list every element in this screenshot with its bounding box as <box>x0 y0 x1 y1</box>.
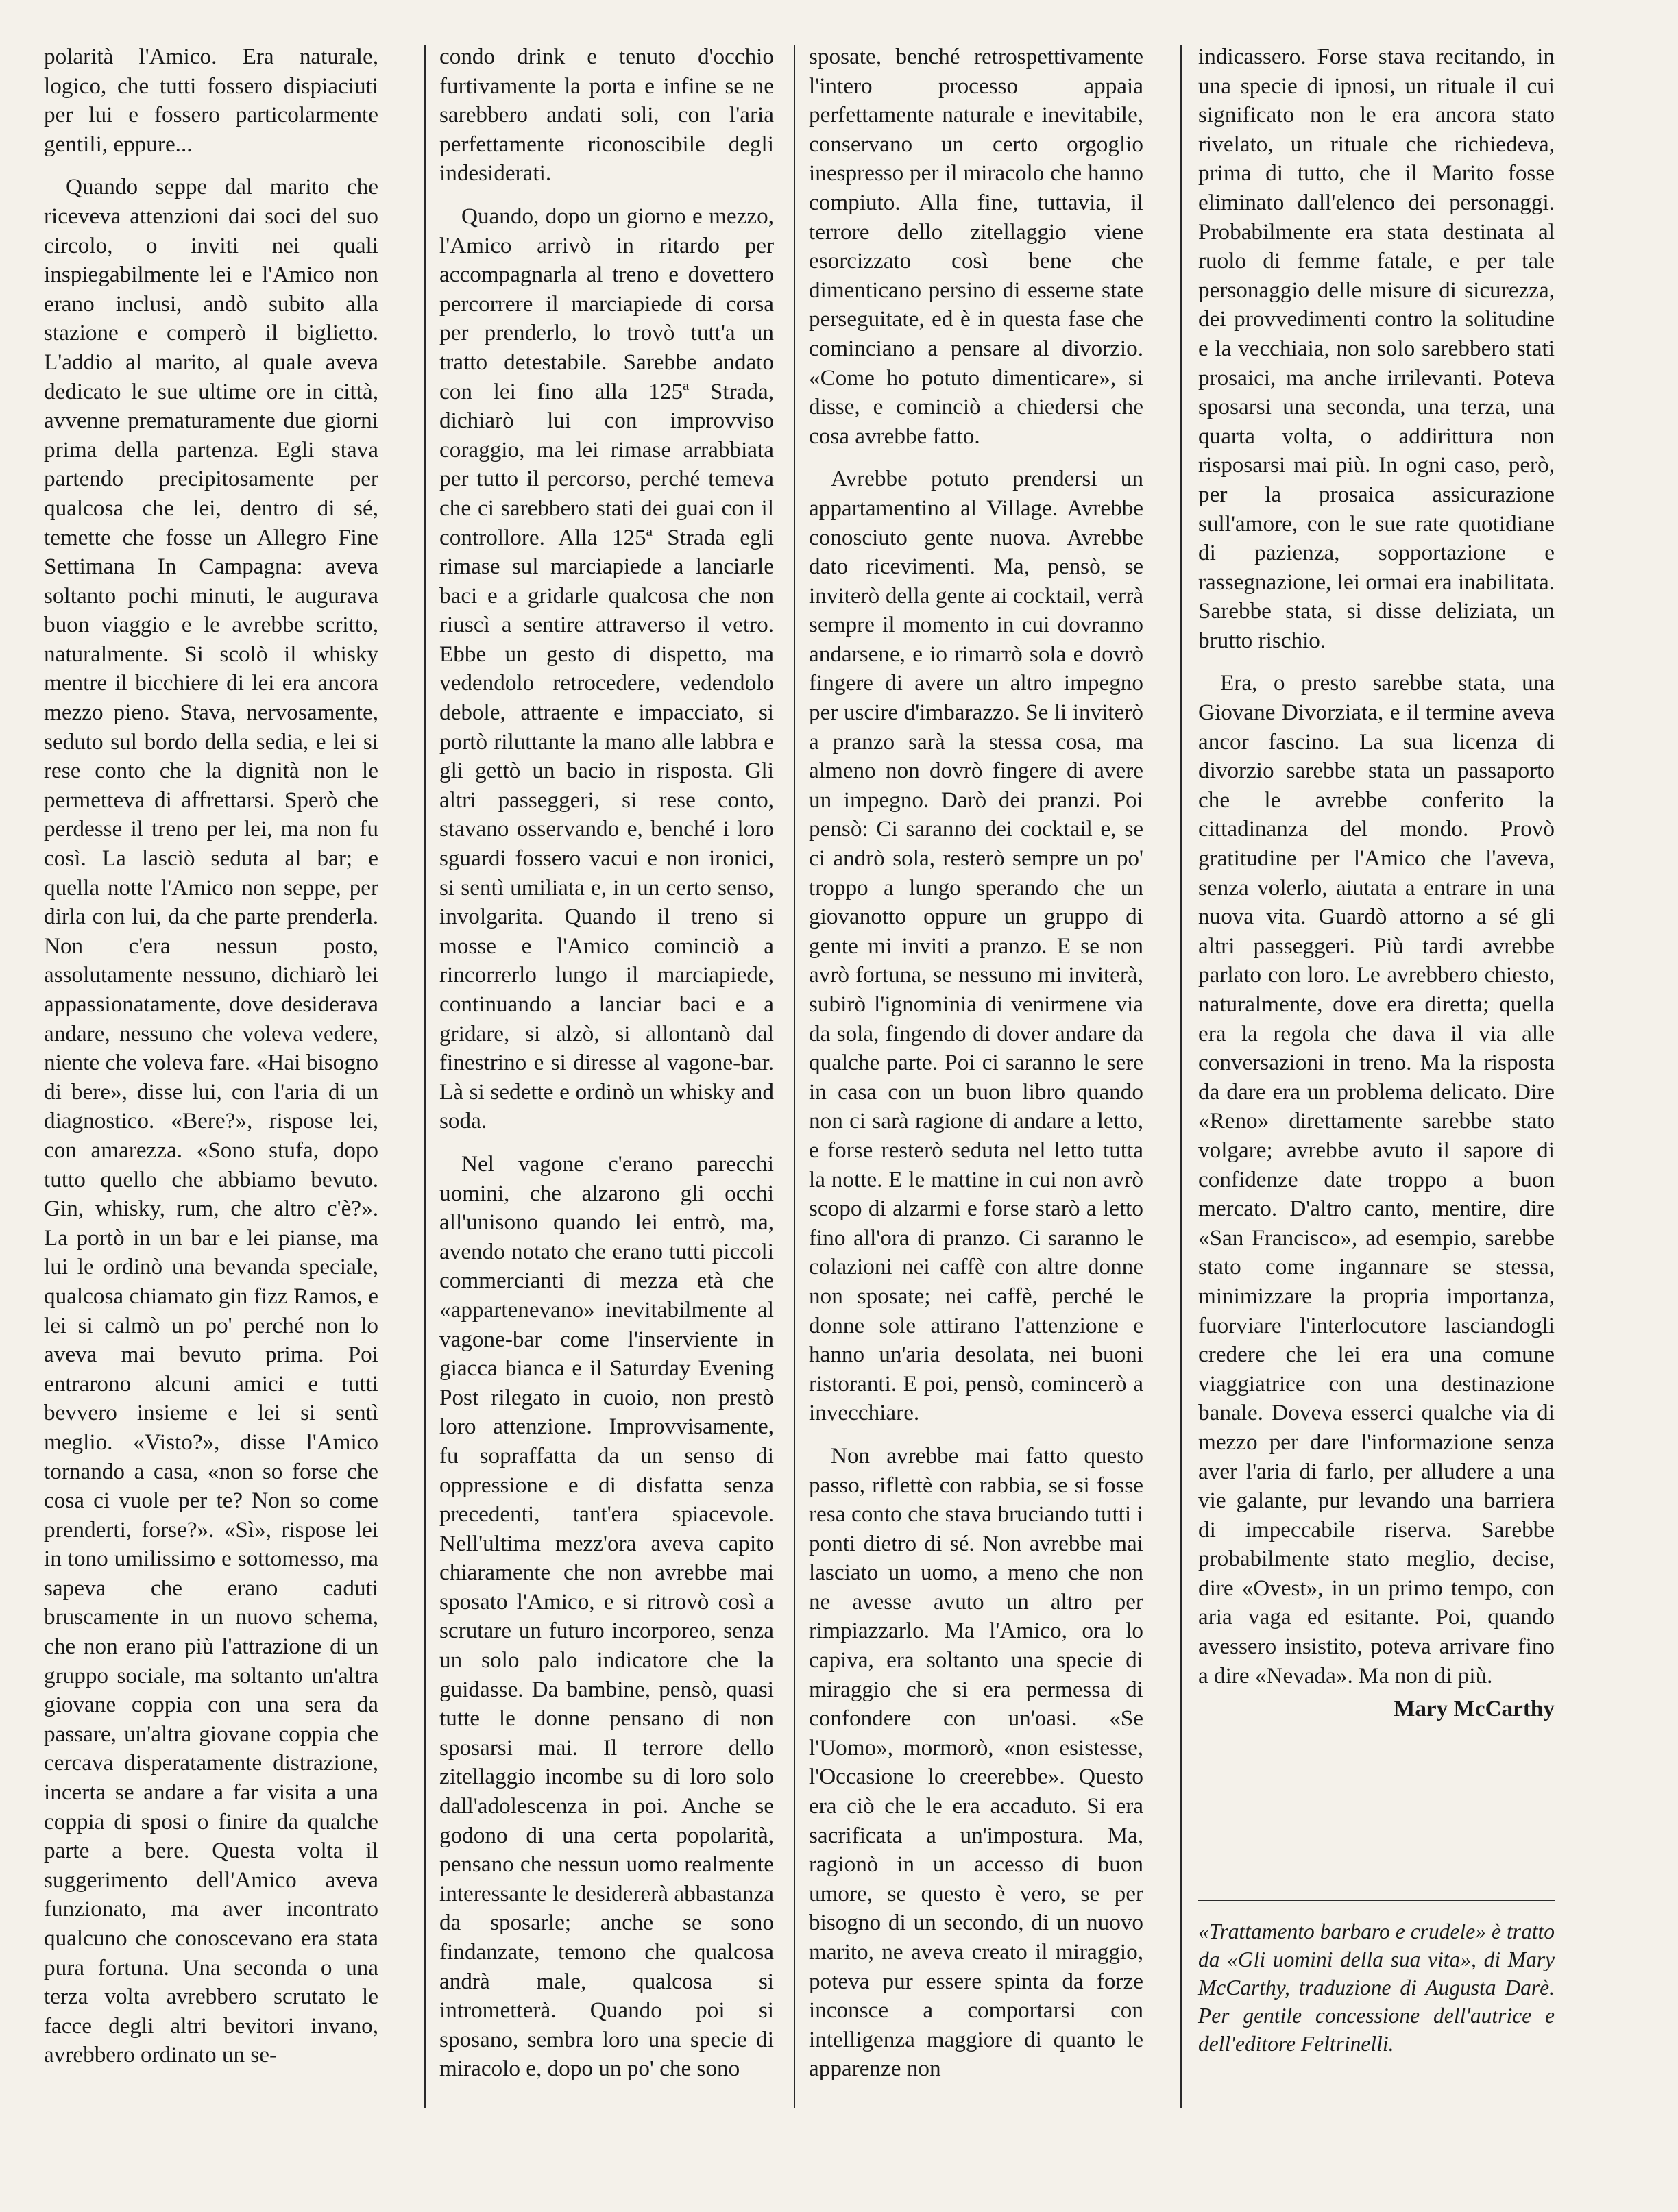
paragraph: Avrebbe potuto prendersi un appartamentino al Village. Avrebbe conosciuto gente nuova. Avrebbe dato ricevimenti. Ma, pensò, se inviterò della gente ai cocktail, verrà sempre il momento in cui dovranno andarsene, e io rimarrò sola e dovrò fingere di avere un altro impegno per uscire d'imbarazzo. Se li inviterò a pranzo sarà la stessa cosa, ma almeno non dovrò fingere di avere un impegno. Darò dei pranzi. Poi pensò: Ci saranno dei cocktail e, se ci andrò sola, resterò sempre un po' troppo a lungo sperando che un giovanotto oppure un gruppo di gente mi inviti a pranzo. E se non avrò fortuna, se nessuno mi inviterà, subirò l'ignominia di venirmene via da sola, fingendo di dover andare da qualche parte. Poi ci saranno le sere in casa con un buon libro quando non ci sarà ragione di andare a letto, e forse resterò seduta nel letto tutta la notte. E le mattine in cui non avrò scopo di alzarmi e forse starò a letto fino all'ora di pranzo. Ci saranno le colazioni nei caffè con altre donne non sposate; nei caffè, perché le donne sole attirano l'attenzione e hanno un'aria desolata, nei buoni ristoranti. E poi, pensò, comincerò a invecchiare. <box>809 466 1143 1426</box>
paragraph: Non avrebbe mai fatto questo passo, riflettè con rabbia, se si fosse resa conto che stava bruciando tutti i ponti dietro di sé. Non avrebbe mai lasciato un uomo, a meno che non ne avesse avuto un altro per rimpiazzarlo. Ma l'Amico, ora lo capiva, era soltanto una specie di miraggio che si era permessa di confondere con un'oasi. «Se l'Uomo», mormorò, «non esistesse, l'Occasione lo creerebbe». Questo era ciò che le era accaduto. Si era sacrificata a un'impostura. Ma, ragionò in un accesso di buon umore, se questo è vero, se per bisogno di un secondo, di un nuovo marito, ne aveva creato il miraggio, poteva pur essere spinta da forze inconsce a comportarsi con intelligenza maggiore di quanto le apparenze non <box>809 1442 1143 2082</box>
paragraph: indicassero. Forse stava recitando, in una specie di ipnosi, un rituale il cui significato non le era ancora stato rivelato, un rituale che richiedeva, prima di tutto, che il Marito fosse eliminato dall'elenco dei personaggi. Probabilmente era stata destinata al ruolo di femme fatale, e per tale personaggio delle misure di sicurezza, dei provvedimenti contro la solitudine e la vecchiaia, non solo sarebbero stati prosaici, ma anche irrilevanti. Poteva sposarsi una seconda, una terza, una quarta volta, o addirittura non risposarsi mai più. In ogni caso, però, per la prosaica assicurazione sull'amore, con le sue rate quotidiane di pazienza, sopportazione e rassegnazione, lei ormai era inabilitata. Sarebbe stata, si disse deliziata, un brutto rischio. <box>1198 44 1555 653</box>
column-rule <box>794 45 795 2108</box>
paragraph: Quando, dopo un giorno e mezzo, l'Amico arrivò in ritardo per accompagnarla al treno e dovettero percorrere il marciapiede di corsa per prenderlo, lo trovò tutt'a un tratto detestabile. Sarebbe andato con lei fino alla 125ª Strada, dichiarò lui con improvviso coraggio, ma lei rimase arrabbiata per tutto il percorso, perché temeva che ci sarebbero stati dei guai con il controllore. Alla 125ª Strada egli rimase sul marciapiede a lanciarle baci e a gridarle qualcosa che non riuscì a sentire attraverso il vetro. Ebbe un gesto di dispetto, ma vedendolo retrocedere, vedendolo debole, attraente e impacciato, si portò riluttante la mano alle labbra e gli gettò un bacio in risposta. Gli altri passeggeri, si rese conto, stavano osservando e, benché i loro sguardi fossero vacui e non ironici, si sentì umiliata e, in un certo senso, involgarita. Quando il treno si mosse e l'Amico cominciò a rincorrerlo lungo il marciapiede, continuando a lanciar baci e a gridare, si alzò, si allontanò dal finestrino e si diresse al vagone-bar. Là si sedette e ordinò un whisky and soda. <box>439 203 774 1134</box>
text-column-1 <box>44 42 378 2070</box>
paragraph: Nel vagone c'erano parecchi uomini, che alzarono gli occhi all'unisono quando lei entrò, ma, avendo notato che erano tutti piccoli commercianti di mezza età che «appartenevano» inevitabilmente al vagone-bar come l'inserviente in giacca bianca e il Saturday Evening Post rilegato in cuoio, non prestò loro attenzione. Improvvisamente, fu sopraffatta da un senso di oppressione e di disfatta senza precedenti, tant'era spiacevole. Nell'ultima mezz'ora aveva capito chiaramente che non avrebbe mai sposato l'Amico, e si ritrovò così a scrutare un futuro incorporeo, senza un solo palo indicatore che la guidasse. Da bambine, pensò, quasi tutte le donne pensano di non sposarsi mai. Il terrore dello zitellaggio incombe su di loro solo dall'adolescenza in poi. Anche se godono di una certa popolarità, pensano che nessun uomo realmente interessante le desidererà abbastanza da sposarle; anche se sono findanzate, temono che qualcosa andrà male, qualcosa si intrometterà. Quando poi si sposano, sembra loro una specie di miracolo e, dopo un po' che sono <box>439 1151 774 2082</box>
column-rule <box>424 45 426 2108</box>
text-column-2 <box>439 42 774 2084</box>
text-column-3 <box>809 42 1143 2084</box>
paragraph: Era, o presto sarebbe stata, una Giovane Divorziata, e il termine aveva ancor fascino. La sua licenza di divorzio sarebbe stata un passaporto che le avrebbe conferito la cittadinanza del mondo. Provò gratitudine per l'Amico che l'aveva, senza volerlo, aiutata a entrare in una nuova vita. Guardò attorno a sé gli altri passeggeri. Più tardi avrebbe parlato con loro. Le avrebbero chiesto, naturalmente, dove era diretta; quella era la regola che dava il via alle conversazioni in treno. Ma la risposta da dare era un problema delicato. Dire «Reno» direttamente sarebbe stato volgare; avrebbe avuto il sapore di confidenze date troppo a buon mercato. D'altro canto, mentire, dire «San Francisco», ad esempio, sarebbe stato come ingannare se stessa, minimizzare la propria importanza, fuorviare l'interlocutore lasciandogli credere che lei era una comune viaggiatrice con una destinazione banale. Doveva esserci qualche via di mezzo per dare l'informazione senza aver l'aria di farlo, per alludere a una vie galante, pur levando una barriera di impeccabile riserva. Sarebbe probabilmente stato meglio, decise, dire «Ovest», in un primo tempo, con aria vaga ed esitante. Poi, quando avessero insistito, poteva arrivare fino a dire «Nevada». Ma non di più. <box>1198 670 1555 1688</box>
paragraph: polarità l'Amico. Era naturale, logico, che tutti fossero dispiaciuti per lui e fossero particolarmente gentili, eppure... <box>44 44 378 157</box>
paragraph: Quando seppe dal marito che riceveva attenzioni dai soci del suo circolo, o inviti nei quali inspiegabilmente lei e l'Amico non erano inclusi, andò subito alla stazione e comperò il biglietto. L'addio al marito, al quale aveva dedicato le sue ultime ore in città, avvenne prematuramente due giorni prima della partenza. Egli stava partendo precipitosamente per qualcosa che lei, dentro di sé, temette che fosse un Allegro Fine Settimana In Campagna: aveva soltanto pochi minuti, le augurava buon viaggio e le avrebbe scritto, naturalmente. Si scolò il whisky mentre il bicchiere di lei era ancora mezzo pieno. Stava, nervosamente, seduto sul bordo della sedia, e lei si rese conto che la dignità non le permetteva di affrettarsi. Sperò che perdesse il treno per lei, ma non fu così. La lasciò seduta al bar; e quella notte l'Amico non seppe, per dirla con lui, da che parte prenderla. Non c'era nessun posto, assolutamente nessuno, dichiarò lei appassionatamente, dove desiderava andare, nessuno che voleva vedere, niente che voleva fare. «Hai bisogno di bere», disse lui, con l'aria di un diagnostico. «Bere?», rispose lei, con amarezza. «Sono stufa, dopo tutto quello che abbiamo bevuto. Gin, whisky, rum, che altro c'è?». La portò in un bar e lei pianse, ma lui le ordinò una bevanda speciale, qualcosa chiamato gin fizz Ramos, e lei si calmò un po' perché non lo aveva mai bevuto prima. Poi entrarono alcuni amici e tutti bevvero insieme e lei si sentì meglio. «Visto?», disse l'Amico tornando a casa, «non so forse che cosa ci vuole per te? Non so come prenderti, forse?». «Sì», rispose lei in tono umilissimo e sottomesso, ma sapeva che erano caduti bruscamente in un nuovo schema, che non erano più l'attrazione di un gruppo sociale, ma soltanto un'altra giovane coppia con una sera da passare, un'altra giovane coppia che cercava disperatamente distrazione, incerta se andare a far visita a una coppia di sposi o finire da qualche parte a bere. Questa volta il suggerimento dell'Amico aveva funzionato, ma aver incontrato qualcuno che conoscevano era stata pura fortuna. Una seconda o una terza volta avrebbero scrutato le facce degli altri bevitori invano, avrebbero ordinato un se- <box>44 174 378 2068</box>
author-signature: Mary McCarthy <box>1394 1696 1555 1722</box>
paragraph: sposate, benché retrospettivamente l'intero processo appaia perfettamente naturale e inevitabile, conservano un certo orgoglio inespresso per il miracolo che hanno compiuto. Alla fine, tuttavia, il terrore dello zitellaggio viene esorcizzato così bene che dimenticano persino di esserne state perseguitate, ed è in questa fase che cominciano a pensare al divorzio. «Come ho potuto dimenticare», si disse, e cominciò a chiedersi che cosa avrebbe fatto. <box>809 44 1143 449</box>
paragraph: condo drink e tenuto d'occhio furtivamente la porta e infine se ne sarebbero andati soli, con l'aria perfettamente riconoscibile degli indesiderati. <box>439 44 774 186</box>
text-column-4 <box>1198 42 1555 1724</box>
credit-note: «Trattamento barbaro e crudele» è tratto da «Gli uomini della sua vita», di Mary McCarthy, traduzione di Augusta Darè. Per gentile concessione dell'autrice e dell'editore Feltrinelli. <box>1198 1900 1555 2058</box>
column-rule <box>1180 45 1182 2108</box>
